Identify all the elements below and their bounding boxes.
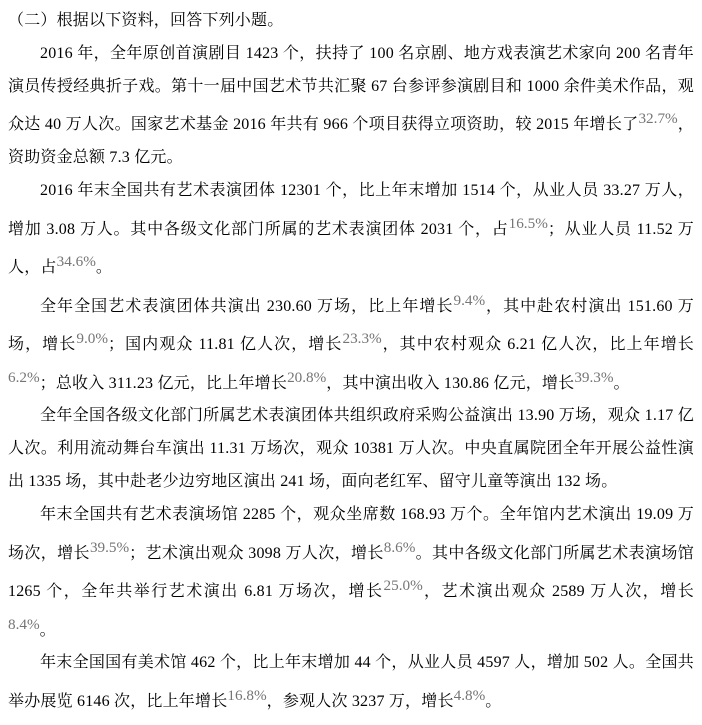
percent-superscript: 34.6% [56, 253, 96, 271]
percent-superscript: 8.6% [383, 538, 416, 556]
paragraph: 2016 年末全国共有艺术表演团体 12301 个，比上年末增加 1514 个，从业人员 33.27 万人，增加 3.08 万人。其中各级文化部门所属的艺术表演团体 2031 个，占16.5%；从业人员 11.52 万人，占34.6%。 [8, 181, 695, 276]
percent-superscript: 39.5% [89, 538, 130, 556]
paragraph: 2016 年，全年原创首演剧目 1423 个，扶持了 100 名京剧、地方戏表演艺术家向 200 名青年演员传授经典折子戏。第十一届中国艺术节共汇聚 67 台参评参演剧目和 1000 余件美术作品，观众达 40 万人次。国家艺术基金 2016 年共有 966 个项目获得立项资助，较 2015 年增长了32.7%，资助资金总额 7.3 亿元。 [8, 44, 694, 166]
percent-superscript: 8.4% [8, 615, 40, 633]
percent-superscript: 39.3% [574, 368, 614, 386]
percent-superscript: 16.8% [227, 687, 267, 705]
percent-superscript: 9.0% [76, 330, 108, 348]
percent-superscript: 9.4% [453, 291, 486, 309]
paragraph: 全年全国艺术表演团体共演出 230.60 万场，比上年增长9.4%，其中赴农村演出 151.60 万场，增长9.0%；国内观众 11.81 亿人次，增长23.3%，其中农村观众 6.21 亿人次，比上年增长6.2%；总收入 311.23 亿元，比上年增长20.8%，其中演出收入 130.86 亿元，增长39.3%。 [8, 291, 694, 392]
section-heading: （二）根据以下资料，回答下列小题。 [8, 12, 284, 29]
document-body [8, 38, 694, 719]
percent-superscript: 25.0% [383, 577, 423, 595]
percent-superscript: 20.8% [287, 368, 327, 386]
percent-superscript: 16.5% [508, 214, 548, 232]
paragraph: 年末全国共有艺术表演场馆 2285 个，观众坐席数 168.93 万个。全年馆内艺术演出 19.09 万场次，增长39.5%；艺术演出观众 3098 万人次，增长8.6%。其中各级文化部门所属艺术表演场馆 1265 个，全年共举行艺术演出 6.81 万场次，增长25.0%，艺术演出观众 2589 万人次，增长8.4%。 [8, 505, 694, 639]
percent-superscript: 32.7% [638, 110, 678, 128]
paragraph: 全年全国各级文化部门所属艺术表演团体共组织政府采购公益演出 13.90 万场，观众 1.17 亿人次。利用流动舞台车演出 11.31 万场次，观众 10381 万人次。中央直属院团全年开展公益性演出 1335 场，其中赴老少边穷地区演出 241 场，面向老红军、留守儿童等演出 132 场。 [8, 407, 694, 490]
paragraph: 年末全国国有美术馆 462 个，比上年末增加 44 个，从业人员 4597 人，增加 502 人。全国共举办展览 6146 次，比上年增长16.8%，参观人次 3237 万，增长4.8%。 [8, 654, 694, 710]
percent-superscript: 4.8% [453, 687, 486, 705]
percent-superscript: 6.2% [8, 368, 40, 386]
percent-superscript: 23.3% [342, 330, 382, 348]
